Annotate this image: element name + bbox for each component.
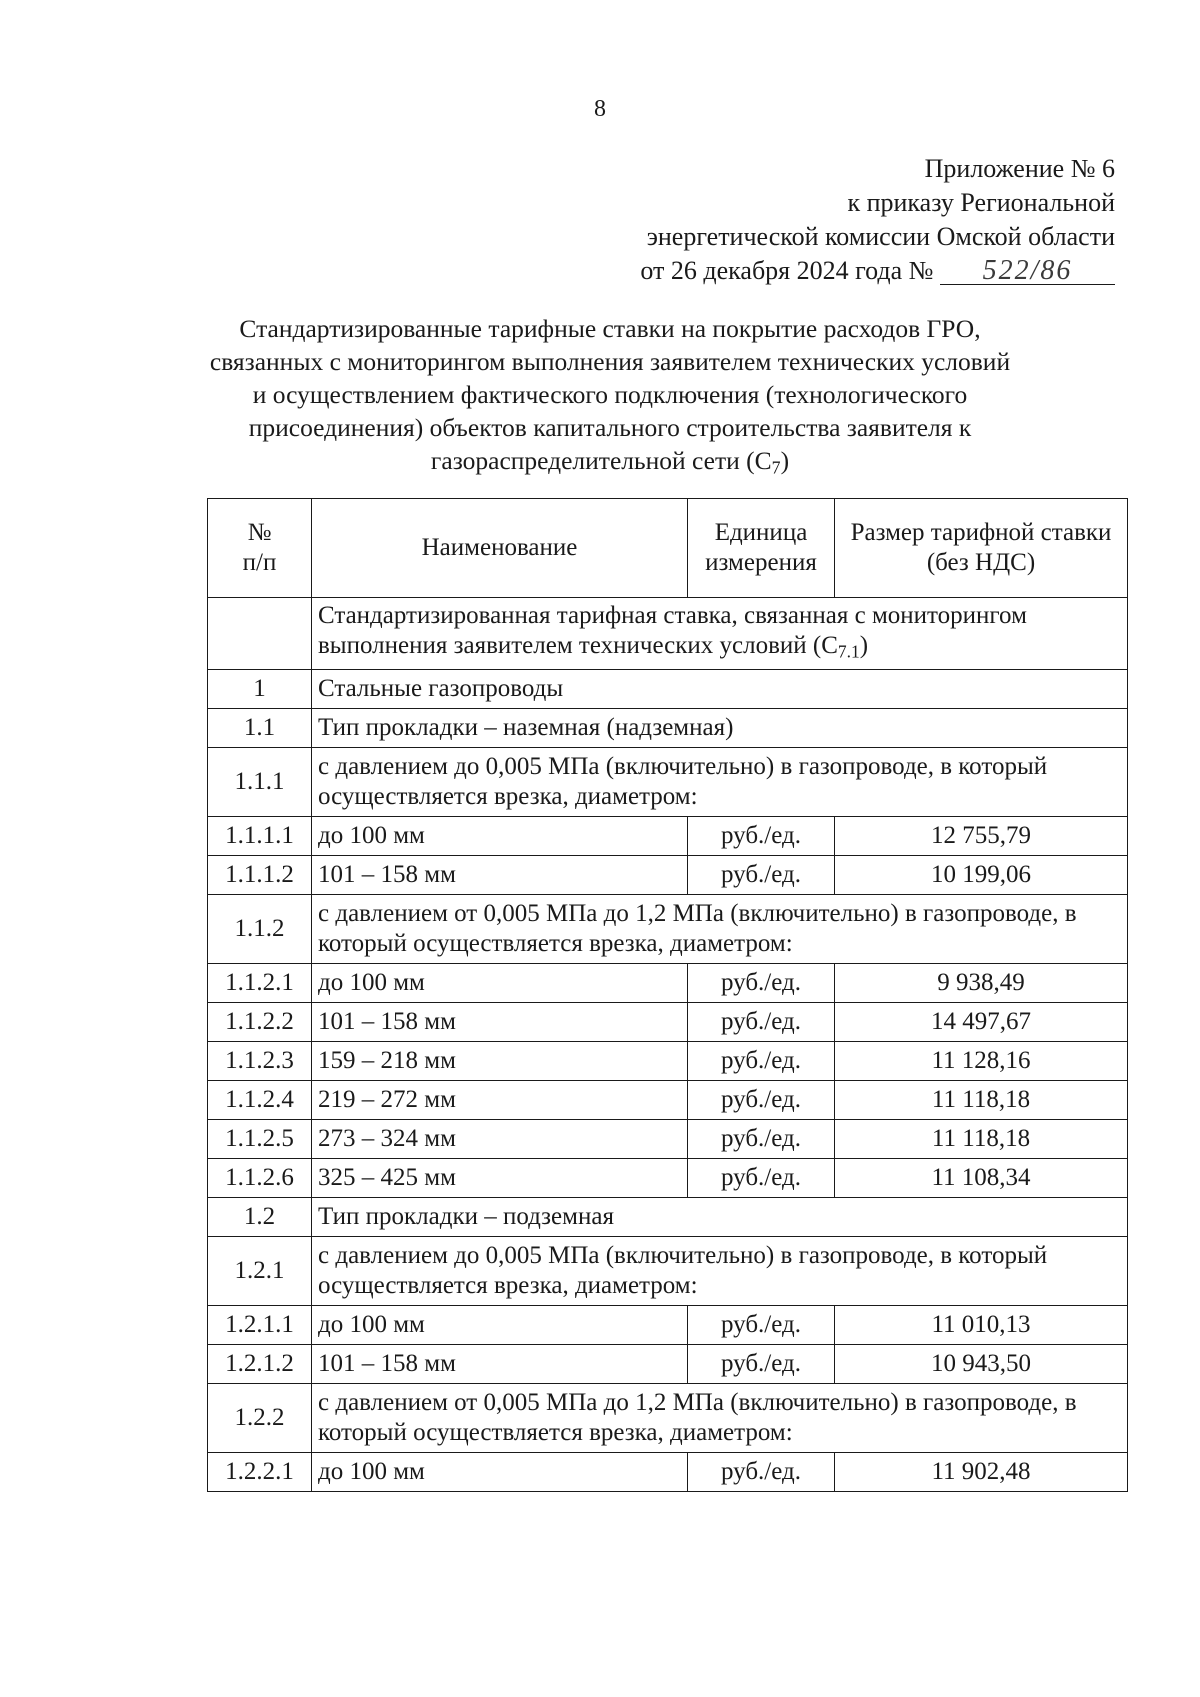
appendix-order-line	[640, 254, 1115, 288]
table-row	[208, 1453, 1128, 1492]
row-unit: руб./ед.	[688, 1081, 835, 1120]
page-number: 8	[594, 96, 606, 122]
row-name: 273 – 324 мм	[312, 1120, 688, 1159]
row-number: 1.1.2.1	[208, 964, 312, 1003]
appendix-line-1: Приложение № 6	[924, 154, 1115, 183]
row-unit: руб./ед.	[688, 817, 835, 856]
row-name: Тип прокладки – подземная	[312, 1198, 1128, 1237]
row-name: с давлением до 0,005 МПа (включительно) в газопроводе, в который осуществляется врезка, диаметром:	[312, 748, 1128, 817]
row-number: 1.1.2	[208, 895, 312, 964]
row-name: с давлением от 0,005 МПа до 1,2 МПа (включительно) в газопроводе, в который осуществляется врезка, диаметром:	[312, 1384, 1128, 1453]
appendix-line-2: к приказу Региональной	[847, 188, 1115, 217]
row-number: 1	[208, 670, 312, 709]
document-title-subscript: 7	[771, 457, 781, 478]
row-unit: руб./ед.	[688, 1453, 835, 1492]
row-number: 1.1.1	[208, 748, 312, 817]
row-unit: руб./ед.	[688, 856, 835, 895]
table-row	[208, 1003, 1128, 1042]
header-number-line-1: №	[247, 519, 272, 546]
row-number: 1.2.1.2	[208, 1345, 312, 1384]
row-unit: руб./ед.	[688, 1120, 835, 1159]
row-number: 1.1.2.4	[208, 1081, 312, 1120]
row-name: Тип прокладки – наземная (надземная)	[312, 709, 1128, 748]
row-unit: руб./ед.	[688, 1159, 835, 1198]
row-unit: руб./ед.	[688, 964, 835, 1003]
row-number: 1.2.2	[208, 1384, 312, 1453]
table-row	[208, 709, 1128, 748]
table-row	[208, 1159, 1128, 1198]
row-number: 1.2.1	[208, 1237, 312, 1306]
row-number: 1.1.2.5	[208, 1120, 312, 1159]
row-name: 219 – 272 мм	[312, 1081, 688, 1120]
row-unit: руб./ед.	[688, 1003, 835, 1042]
table-row	[208, 895, 1128, 964]
header-name: Наименование	[312, 499, 688, 598]
row-number: 1.1.1.2	[208, 856, 312, 895]
row-number: 1.2.1.1	[208, 1306, 312, 1345]
row-number: 1.1.1.1	[208, 817, 312, 856]
table-row	[208, 1306, 1128, 1345]
row-name: с давлением до 0,005 МПа (включительно) в газопроводе, в который осуществляется врезка, диаметром:	[312, 1237, 1128, 1306]
document-title-text: Стандартизированные тарифные ставки на покрытие расходов ГРО, связанных с мониторингом выполнения заявителем технических условий и осуществлением фактического подключения (технологического присоединения) объектов капитального строительства заявителя к газораспределительной сети (С	[209, 314, 1011, 475]
table-row	[208, 748, 1128, 817]
row-rate: 11 902,48	[835, 1453, 1128, 1492]
row-rate: 14 497,67	[835, 1003, 1128, 1042]
row-name: 101 – 158 мм	[312, 856, 688, 895]
appendix-block	[640, 152, 1115, 288]
table-row	[208, 817, 1128, 856]
order-date: от 26 декабря 2024 года №	[640, 256, 934, 285]
row-name: до 100 мм	[312, 1453, 688, 1492]
row-name: с давлением от 0,005 МПа до 1,2 МПа (включительно) в газопроводе, в который осуществляется врезка, диаметром:	[312, 895, 1128, 964]
appendix-line-3: энергетической комиссии Омской области	[646, 222, 1115, 251]
row-unit: руб./ед.	[688, 1345, 835, 1384]
header-number	[208, 499, 312, 598]
table-row	[208, 1120, 1128, 1159]
row-number: 1.1.2.3	[208, 1042, 312, 1081]
section-title-end: )	[859, 632, 869, 659]
section-title	[312, 598, 1128, 670]
order-number-handwritten: 522/86	[940, 258, 1115, 285]
table-row	[208, 964, 1128, 1003]
section-number-cell	[208, 598, 312, 670]
table-section-row	[208, 598, 1128, 670]
document-title-end: )	[780, 446, 790, 475]
row-name: 159 – 218 мм	[312, 1042, 688, 1081]
table-row	[208, 1345, 1128, 1384]
row-unit: руб./ед.	[688, 1042, 835, 1081]
tariff-table	[207, 498, 1128, 1492]
row-number: 1.2.2.1	[208, 1453, 312, 1492]
row-unit: руб./ед.	[688, 1306, 835, 1345]
row-number: 1.1	[208, 709, 312, 748]
row-rate: 10 943,50	[835, 1345, 1128, 1384]
row-rate: 11 118,18	[835, 1120, 1128, 1159]
header-number-line-2: п/п	[242, 549, 277, 576]
row-rate: 11 128,16	[835, 1042, 1128, 1081]
row-name: до 100 мм	[312, 964, 688, 1003]
row-number: 1.1.2.6	[208, 1159, 312, 1198]
row-name: до 100 мм	[312, 817, 688, 856]
table-row	[208, 670, 1128, 709]
section-title-text: Стандартизированная тарифная ставка, связанная с мониторингом выполнения заявителем технических условий (С	[318, 602, 1027, 659]
header-rate: Размер тарифной ставки (без НДС)	[835, 499, 1128, 598]
row-number: 1.1.2.2	[208, 1003, 312, 1042]
table-row	[208, 1237, 1128, 1306]
row-number: 1.2	[208, 1198, 312, 1237]
table-row	[208, 1081, 1128, 1120]
row-name: до 100 мм	[312, 1306, 688, 1345]
header-unit: Единица измерения	[688, 499, 835, 598]
row-rate: 9 938,49	[835, 964, 1128, 1003]
row-name: 101 – 158 мм	[312, 1003, 688, 1042]
row-name: Стальные газопроводы	[312, 670, 1128, 709]
row-rate: 11 118,18	[835, 1081, 1128, 1120]
table-row	[208, 1042, 1128, 1081]
table-row	[208, 1198, 1128, 1237]
section-title-subscript: 7.1	[837, 641, 860, 662]
row-rate: 11 108,34	[835, 1159, 1128, 1198]
document-title	[200, 312, 1020, 484]
row-rate: 11 010,13	[835, 1306, 1128, 1345]
row-name: 101 – 158 мм	[312, 1345, 688, 1384]
row-name: 325 – 425 мм	[312, 1159, 688, 1198]
table-header-row	[208, 499, 1128, 598]
table-row	[208, 1384, 1128, 1453]
row-rate: 12 755,79	[835, 817, 1128, 856]
row-rate: 10 199,06	[835, 856, 1128, 895]
table-row	[208, 856, 1128, 895]
